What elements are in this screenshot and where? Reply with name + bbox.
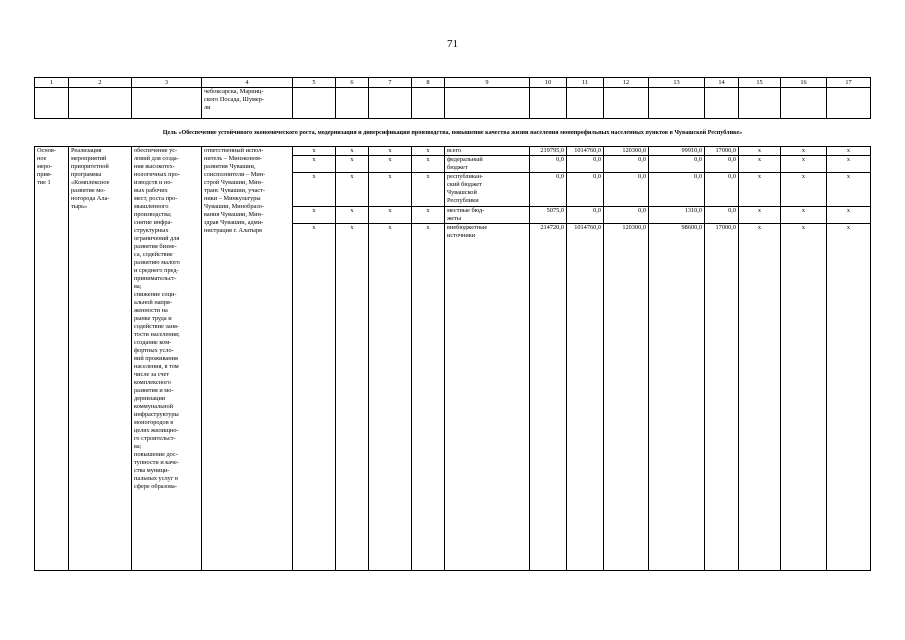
cell-x: x	[739, 147, 780, 156]
col-number: 9	[445, 78, 530, 88]
amount-cell: 214720,0	[540, 224, 564, 231]
col-number: 16	[781, 78, 827, 88]
col-number: 17	[827, 78, 871, 88]
amount-cell: 0,0	[604, 173, 648, 207]
amount-cell: 99910,0	[649, 147, 704, 156]
amount-cell: 0,0	[649, 173, 704, 207]
cell-x: x	[412, 207, 444, 224]
page-number: 71	[447, 38, 458, 50]
amount-cell: 219795,0	[530, 147, 566, 156]
main-activity-row	[35, 147, 871, 571]
amount-cell: 0,0	[604, 207, 648, 224]
cell-x: x	[293, 147, 335, 156]
amount-cell: 0,0	[567, 156, 603, 173]
amount-cell: 120300,0	[622, 224, 646, 231]
cell-x: x	[312, 224, 316, 231]
amount-cell: 0,0	[705, 156, 738, 173]
cell-x: x	[350, 224, 354, 231]
col-number: 2	[69, 78, 132, 88]
cell-x: x	[336, 173, 368, 207]
cell-x: x	[739, 173, 780, 207]
amount-cell: 0,0	[705, 173, 738, 207]
cell-x: x	[412, 147, 444, 156]
amount-cell: 98600,0	[681, 224, 702, 231]
activity-label: Основ- ное меро- прия- тие 1	[35, 147, 69, 571]
cell-x: x	[801, 224, 806, 231]
amount-cell: 0,0	[649, 156, 704, 173]
funding-source: всего	[445, 147, 529, 156]
col-number: 11	[567, 78, 604, 88]
col-number: 8	[412, 78, 445, 88]
cell-x: x	[369, 156, 411, 173]
responsible-executors: ответственный испол- нитель – Минэконом- развития Чувашии, соисполнители – Мин- строй Чувашии, Мин- транс Чувашии, участ- ники – Минкультуры Чувашии, Минобразо- вания Чувашии, Мин- здрав Чувашии, адми- нистрация г. Алатыря	[202, 147, 293, 571]
col-number: 4	[202, 78, 293, 88]
cell-x: x	[426, 224, 430, 231]
amount-cell: 17000,0	[715, 224, 736, 231]
amount-cell: 0,0	[604, 156, 648, 173]
cell-x: x	[388, 224, 392, 231]
cell-x: x	[412, 173, 444, 207]
cell-x: x	[781, 156, 826, 173]
cell-x: x	[846, 224, 851, 231]
col-number: 14	[705, 78, 739, 88]
funding-source: федеральный бюджет	[445, 156, 529, 173]
cell-x: x	[757, 224, 762, 231]
cell-x: x	[369, 207, 411, 224]
program-table	[34, 77, 871, 571]
amount-cell: 0,0	[705, 207, 738, 224]
cell-x: x	[336, 147, 368, 156]
col-number: 5	[293, 78, 336, 88]
col-number: 3	[132, 78, 202, 88]
amount-cell: 17000,0	[705, 147, 738, 156]
col-number: 15	[739, 78, 781, 88]
cell-x: x	[827, 207, 870, 224]
amount-cell: 0,0	[530, 173, 566, 207]
goal-heading: Цель «Обеспечение устойчивого экономического роста, модернизация и диверсификация производства, повышение качества жизни населения монопрофильных населенных пунктов в Чувашской Республике»	[35, 119, 871, 147]
amount-cell: 1014760,0	[574, 224, 601, 231]
amount-cell: 1014760,0	[567, 147, 603, 156]
cell-x: x	[412, 156, 444, 173]
goal-row	[35, 119, 871, 147]
activity-description: обеспечение ус- ловий для созда- ния высокотех- нологичных про- изводств и но- вых рабочих мест, роста про- мышленного производства; снятие инфра- структурных ограничений для развития бизне- са, содействие развитию малого и среднего пред- принимательст- ва; снижение соци- альной напря- женности на рынке труда и содействие заня- тости населения; создание ком- фортных усло- вий проживания населения, в том числе за счет комплексного развития и мо- дернизации коммунальной инфраструктуры моногородов в целях жилищно- го строительст- ва; повышение дос- тупности и каче- ства муници- пальных услуг в сфере образова-	[132, 147, 202, 571]
col-number: 1	[35, 78, 69, 88]
cell-x: x	[827, 147, 870, 156]
col-number: 6	[336, 78, 369, 88]
amount-cell: 0,0	[530, 156, 566, 173]
amount-cell: 5075,0	[530, 207, 566, 224]
col-number: 13	[649, 78, 705, 88]
cell-x: x	[369, 173, 411, 207]
continuation-participants: чебоксарска, Марииц- ского Посада, Шумер- ли	[202, 88, 293, 119]
funding-source: внебюджетные источники	[447, 224, 488, 239]
cell-x: x	[827, 173, 870, 207]
cell-x: x	[336, 207, 368, 224]
cell-x: x	[739, 207, 780, 224]
cell-x: x	[781, 173, 826, 207]
funding-source: местные бюд- жеты	[445, 207, 529, 224]
cell-x: x	[293, 156, 335, 173]
amount-cell: 0,0	[567, 173, 603, 207]
col-number: 10	[530, 78, 567, 88]
cell-x: x	[336, 156, 368, 173]
cell-x: x	[739, 156, 780, 173]
column-number-row	[35, 78, 871, 88]
funding-source: республикан- ский бюджет Чувашской Республики	[445, 173, 529, 207]
continuation-row	[35, 88, 871, 119]
activity-name: Реализация мероприятий приоритетной программы «Комплексное развитие мо- ногорода Ала- тырь»	[69, 147, 132, 571]
amount-cell: 1310,0	[649, 207, 704, 224]
cell-x: x	[781, 147, 826, 156]
col-number: 7	[369, 78, 412, 88]
amount-cell: 0,0	[567, 207, 603, 224]
cell-x: x	[293, 173, 335, 207]
cell-x: x	[293, 207, 335, 224]
amount-cell: 120300,0	[604, 147, 648, 156]
cell-x: x	[827, 156, 870, 173]
col-number: 12	[604, 78, 649, 88]
cell-x: x	[369, 147, 411, 156]
cell-x: x	[781, 207, 826, 224]
